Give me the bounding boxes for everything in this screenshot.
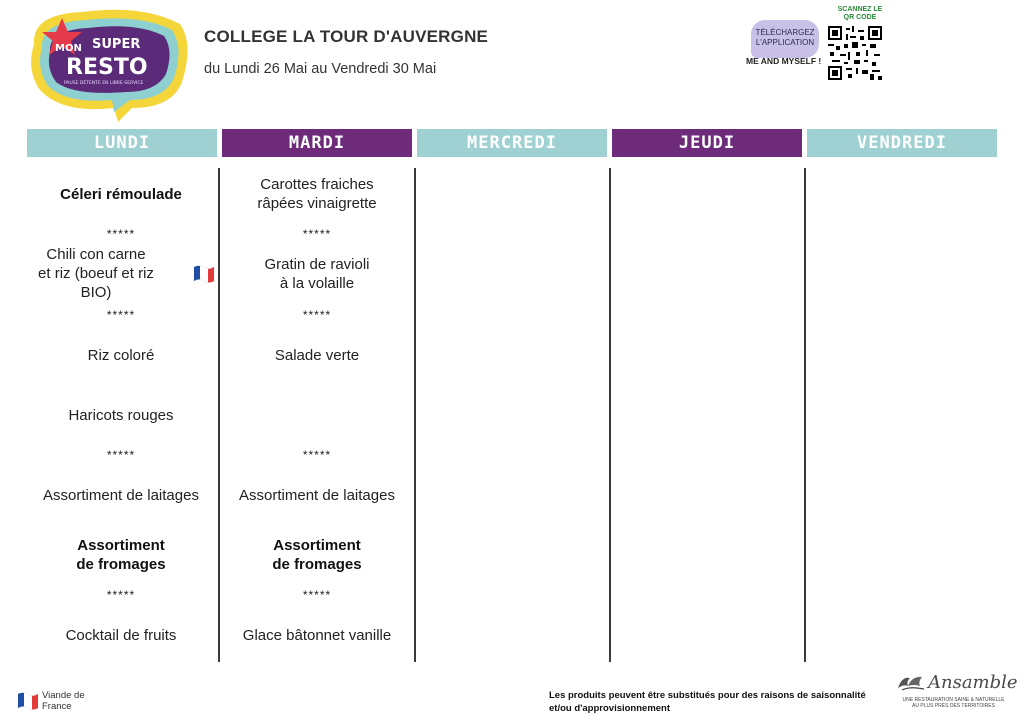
mardi-cheese bbox=[221, 536, 413, 574]
logo-resto-text: RESTO bbox=[66, 55, 148, 80]
day-header-vendredi: VENDREDI bbox=[807, 129, 997, 157]
lundi-separator: ***** bbox=[106, 308, 136, 322]
mardi-separator: ***** bbox=[302, 227, 332, 241]
lundi-side-1: Riz coloré bbox=[87, 347, 155, 364]
mardi-starter bbox=[221, 175, 413, 213]
logo-mon-text: MON bbox=[55, 43, 82, 54]
mardi-cheese-line-2: de fromages bbox=[272, 556, 362, 573]
lundi-side-2: Haricots rouges bbox=[68, 407, 174, 424]
ansamble-leaf-icon bbox=[896, 674, 926, 692]
day-header-jeudi: JEUDI bbox=[612, 129, 802, 157]
school-name: COLLEGE LA TOUR D'AUVERGNE bbox=[204, 27, 489, 46]
lundi-main-line-1: Chili con carne bbox=[46, 246, 146, 263]
note-line-1: Les produits peuvent être substitués pour des raisons de saisonnalité bbox=[549, 690, 866, 701]
brand-tag-line-1: UNE RESTAURATION SAINE & NATURELLE bbox=[902, 697, 1005, 703]
mardi-main-line-1: Gratin de ravioli bbox=[264, 256, 370, 273]
bubble-line-2: L'APPLICATION bbox=[755, 38, 815, 47]
mardi-starter-line-1: Carottes fraiches bbox=[260, 176, 374, 193]
mon-super-resto-logo bbox=[22, 4, 192, 124]
lundi-separator: ***** bbox=[106, 588, 136, 602]
bubble-line-1: TÉLÉCHARGEZ bbox=[755, 28, 815, 37]
mardi-separator: ***** bbox=[302, 308, 332, 322]
legend-line-2: France bbox=[42, 701, 72, 712]
day-header-lundi: LUNDI bbox=[27, 129, 217, 157]
lundi-separator: ***** bbox=[106, 227, 136, 241]
note-line-2: et/ou d'approvisionnement bbox=[549, 703, 671, 714]
mardi-cheese-line-1: Assortiment bbox=[273, 537, 361, 554]
scan-line-2: QR CODE bbox=[843, 14, 877, 21]
brand-name: Ansamble bbox=[928, 672, 1018, 693]
legend-line-1: Viande de bbox=[42, 690, 85, 701]
lundi-cheese-line-2: de fromages bbox=[76, 556, 166, 573]
scan-qr-label bbox=[828, 6, 892, 22]
logo-super-text: SUPER bbox=[92, 37, 141, 52]
brand-tag-line-2: AU PLUS PRÈS DES TERRITOIRES bbox=[912, 703, 995, 709]
app-name: ME AND MYSELF ! bbox=[746, 56, 822, 66]
column-divider bbox=[804, 168, 806, 662]
lundi-cheese bbox=[25, 536, 217, 574]
mardi-side-1: Salade verte bbox=[274, 347, 360, 364]
column-divider bbox=[609, 168, 611, 662]
mardi-dessert: Glace bâtonnet vanille bbox=[242, 627, 392, 644]
lundi-dessert: Cocktail de fruits bbox=[65, 627, 177, 644]
lundi-main-line-2: et riz (boeuf et riz bbox=[38, 265, 154, 282]
day-header-mercredi: MERCREDI bbox=[417, 129, 607, 157]
lundi-cheese-line-1: Assortiment bbox=[77, 537, 165, 554]
substitution-note bbox=[549, 689, 889, 715]
french-flag-icon bbox=[16, 690, 40, 712]
lundi-dairy: Assortiment de laitages bbox=[43, 487, 199, 504]
mardi-separator: ***** bbox=[302, 588, 332, 602]
lundi-main-line-3: BIO) bbox=[80, 284, 112, 301]
mardi-separator: ***** bbox=[302, 448, 332, 462]
day-header-mardi: MARDI bbox=[222, 129, 412, 157]
week-range: du Lundi 26 Mai au Vendredi 30 Mai bbox=[204, 61, 437, 77]
logo-tagline: PAUSE DÉTENTE EN LIBRE-SERVICE bbox=[64, 81, 144, 86]
column-divider bbox=[414, 168, 416, 662]
flag-legend bbox=[42, 690, 85, 712]
brand-tagline bbox=[896, 697, 1011, 709]
french-flag-icon bbox=[192, 263, 216, 285]
mardi-main-dish bbox=[221, 255, 413, 293]
lundi-main-dish bbox=[0, 245, 192, 302]
column-divider bbox=[218, 168, 220, 662]
scan-line-1: SCANNEZ LE bbox=[837, 6, 883, 13]
qr-code-icon[interactable] bbox=[828, 26, 882, 80]
lundi-starter: Céleri rémoulade bbox=[60, 186, 182, 203]
download-app-bubble[interactable] bbox=[751, 20, 819, 58]
mardi-starter-line-2: râpées vinaigrette bbox=[257, 195, 377, 212]
mardi-dairy: Assortiment de laitages bbox=[239, 487, 395, 504]
mardi-main-line-2: à la volaille bbox=[279, 275, 355, 292]
lundi-separator: ***** bbox=[106, 448, 136, 462]
